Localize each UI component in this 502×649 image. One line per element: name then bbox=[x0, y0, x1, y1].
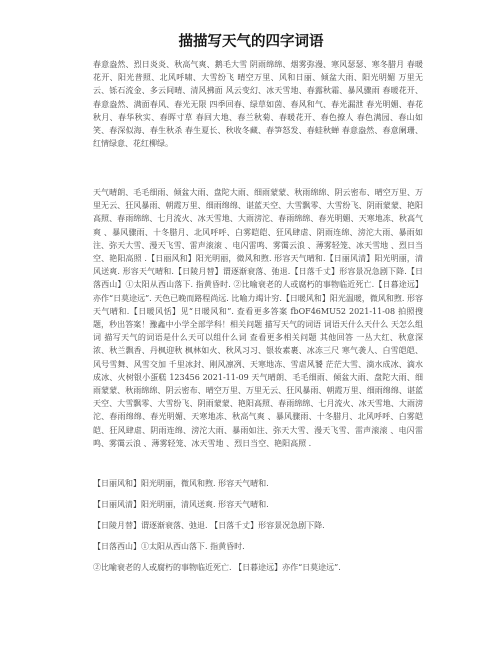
definition-line: ②比喻衰老的人或腐朽的事物临近死亡. 【日暮途远】亦作“日莫途远”. bbox=[93, 563, 341, 572]
definition-line: 【日丽风和】阳光明丽，微风和煦. 形容天气晴和. bbox=[93, 479, 269, 488]
paragraph-weather-idioms: 春意盎然、烈日炎炎、秋高气爽、鹅毛大雪 阴雨绵绵、烟雾弥漫、寒风瑟瑟、寒冬腊月 春暖花开、阳光普照、北风呼啸、大雪纷飞 晴空万里、风和日丽、倾盆大雨、阳光明媚 万里无云、铄石流金、多云间晴、清风拂面 风云变幻、冰天雪地、春露秋霜、暴风骤雨 春暖花开、春意盎然、满面春风、春光无限 四季回春、绿草如茵、春风和气、春光漏泄 春光明媚、春花秋月、春华秋实、春晖寸草 春回大地、春兰秋菊、春暖花开、春色撩人 春色满园、春山如笑、春深似海、春生秋杀 春生夏长、秋收冬藏、春笋怒发、春蛙秋蝉 春意盎然、春意阑珊、红情绿意、花红柳绿。 bbox=[93, 60, 423, 149]
definition-line: 【日落西山】①太阳从西山落下. 指黄昏时. bbox=[93, 542, 245, 551]
definition-line: 【日丽风清】阳光明丽，清风送爽. 形容天气晴和. bbox=[93, 500, 269, 509]
definition-line: 【日陵月替】谓逐渐衰落、弛退. 【日落千丈】形容景况急剧下降. bbox=[93, 521, 325, 530]
document-title: 描描写天气的四字词语 bbox=[178, 33, 324, 50]
paragraph-weather-details: 天气晴朗、毛毛细雨、倾盆大雨、盘陀大雨、细雨蒙蒙、秋雨绵绵、阴云密布、晴空万里、万里无云、狂风暴雨、朝霞万里、细雨绵绵、谌蓝天空、大雪飘零、大雪纷飞、阴雨蒙蒙、艳阳高照、春雨绵绵、七月流火、冰天雪地、大雨滂沱、春雨绵绵、春光明媚、天寒地冻、秋高气爽 、暴风骤雨、十冬腊月、北风呼呼、白雾皑皑、狂风肆虐、阴雨连绵、滂沱大雨、暴雨如注、弥天大雪、漫天飞雪、雷声滚滚 、电闪雷鸣、雾霭云浪 、薄雾轻笼、冰天雪地 、烈日当空、艳阳高照 .【日丽风和】阳光明丽，微风和煦. 形容天气晴和.【日丽风清】阳光明丽，清风送爽. 形容天气晴和.【日陵月替】谓逐渐衰落、弛退.【日落千丈】形容景况急剧下降.【日落西山】①太阳从西山落下. 指黄昏时. ②比喻衰老的人或腐朽的事物临近死亡.【日暮途远】亦作“日莫途远”. 天色已晚而路程尚远. 比喻力竭计穷.【日暖风和】阳光温暖，微风和煦. 形容天气晴和.【日暖风恬】见“日暖风和”. 查看更多答案 fbOF46MU52 2021-11-08 拍照搜题，秒出答案！豫鑫中小学全部学科！相关问题 描写天气的词语 词语天什么天什么 天怎么组词 描写天气的词语是什么天可以组什么词 查看更多相关问题 其他回答 一丛大红、秋意深浓、秋兰飘香、丹枫迎秋 枫林如火、秋风习习、银妆素裹、冰冻三尺 寒气袭人、白雪皑皑、风号雪舞、风雪交加 千里冰封、刚风凛冽、天寒地冻、雪虐风饕 茫茫大雪、滴水成冰、滴水成冰、火树银小蛋糕 123456 2021-11-09 天气晴朗、毛毛细雨、倾盆大雨、盘陀大雨、细雨蒙蒙、秋雨绵绵、阴云密布、晴空万里、万里无云、狂风暴雨、朝霞万里、细雨绵绵、谌蓝天空、大雪飘零、大雪纷飞、阴雨蒙蒙、艳阳高照、春雨绵绵、七月流火、冰天雪地、大雨滂沱、春雨绵绵、春光明媚、天寒地冻、秋高气爽 、暴风骤雨、十冬腊月、北风呼呼、白雾皑皑、狂风肆虐、阴雨连绵、滂沱大雨、暴雨如注、弥天大雪、漫天飞雪、雷声滚滚 、电闪雷鸣、雾霭云浪 、薄雾轻笼、冰天雪地 、烈日当空、艳阳高照 . bbox=[93, 188, 423, 448]
